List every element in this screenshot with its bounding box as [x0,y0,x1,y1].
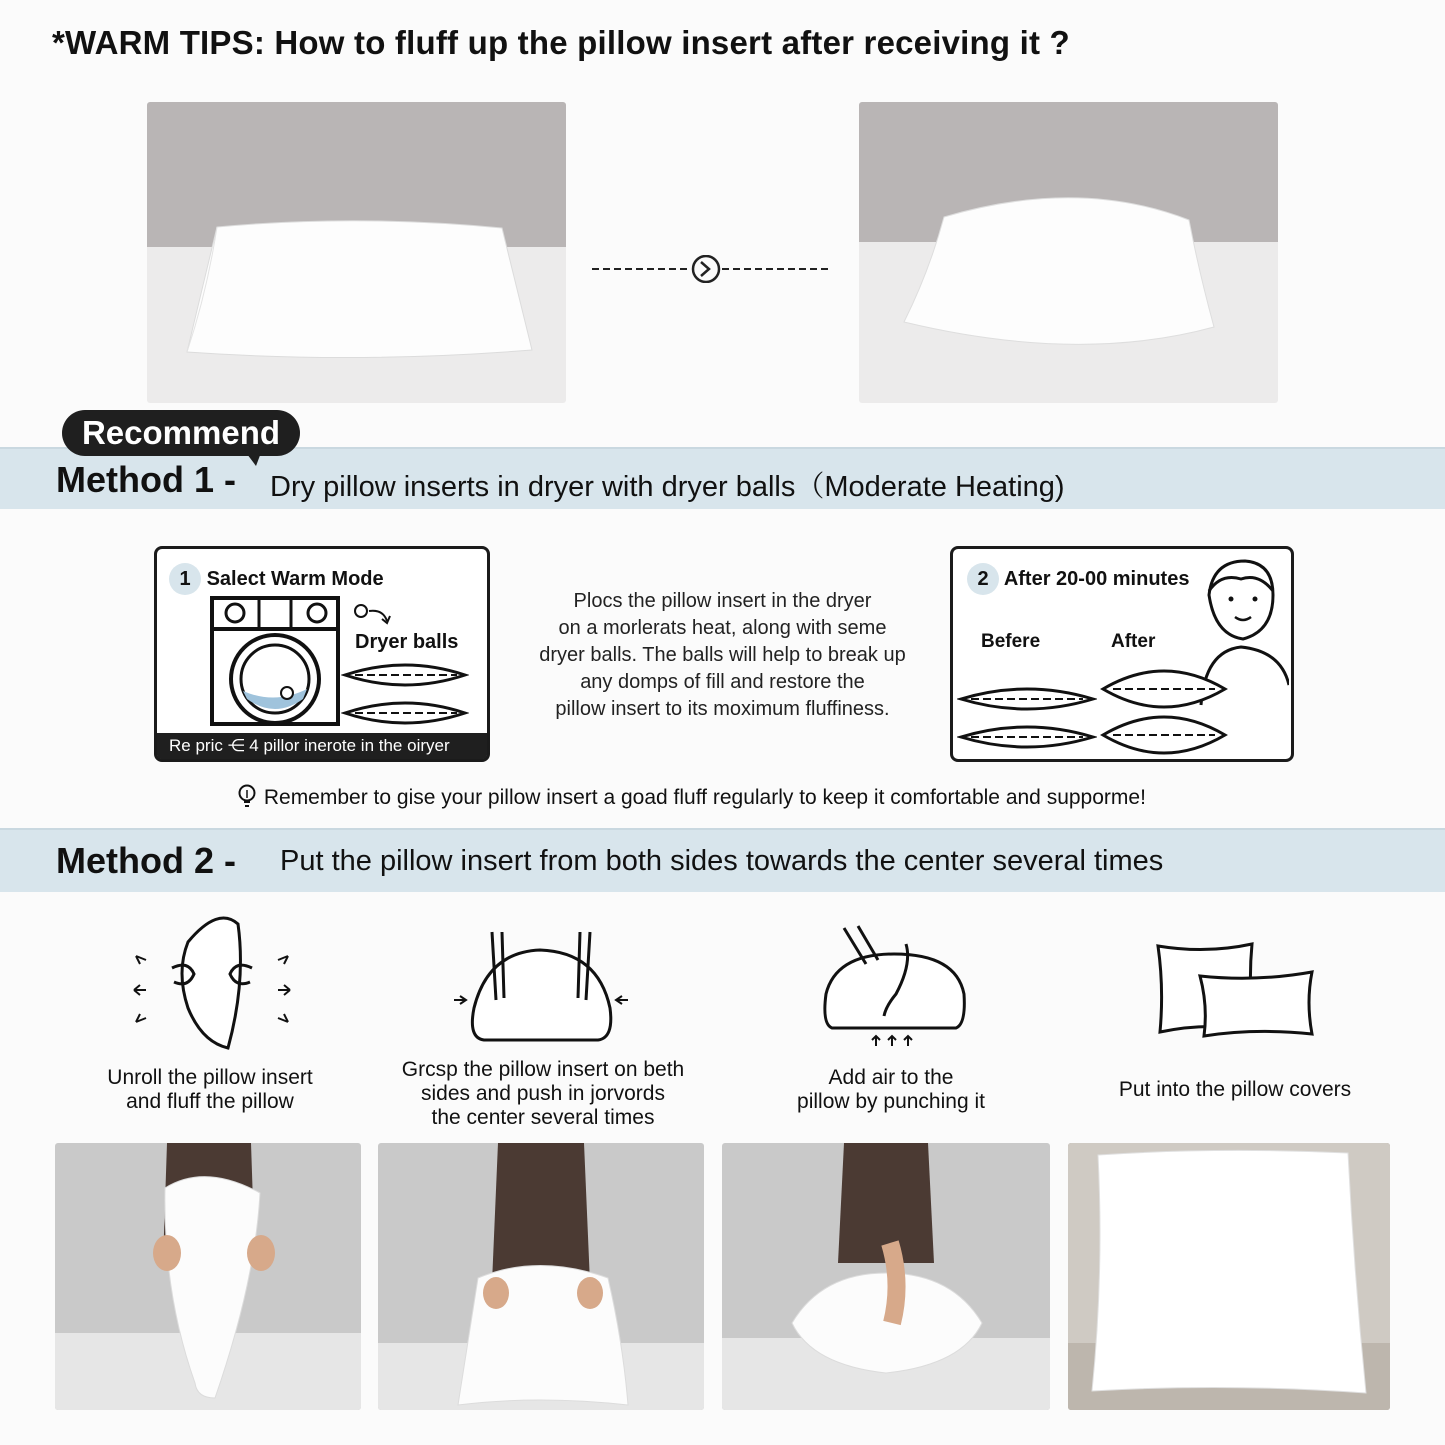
caption-line: Put into the pillow covers [1118,1078,1352,1101]
instruction-line: dryer balls. The balls will help to break up [539,644,906,666]
step2-title: After 20-00 minutes [1003,568,1190,590]
caption-line: pillow by punching it [797,1090,985,1113]
caption-line: the center several times [431,1106,655,1129]
recommend-badge: Recommend [62,410,300,456]
arrow-connector [590,255,830,283]
step-caption-grasp [378,1058,708,1130]
photo-grasp [378,1143,704,1410]
dryer-ball-icon [353,603,393,627]
photo-unroll [55,1143,361,1410]
dryer-balls-label: Dryer balls [355,631,459,653]
instruction-line: any domps of fill and restore the [580,671,865,693]
step2-header [967,563,1189,595]
before-label: Befere [981,631,1041,652]
washing-machine-icon [209,595,341,727]
method1-description: Dry pillow inserts in dryer with dryer balls（Moderate Heating) [270,471,1065,503]
tip-line [236,784,1146,810]
pillow-fluffy-icon [1099,659,1229,757]
caption-line: Add air to the [828,1066,954,1089]
step1-title: Salect Warm Mode [206,568,384,590]
page-title: *WARM TIPS: How to fluff up the pillow insert after receiving it ? [52,24,1070,61]
grasp-pillow-icon [448,928,634,1052]
method2-banner [0,828,1445,892]
step-caption-covers [1090,1078,1380,1102]
caption-line: Unroll the pillow insert [107,1066,313,1089]
after-label: After [1111,631,1156,652]
step-caption-punch [746,1066,1036,1114]
method1-banner [0,447,1445,509]
method1-label: Method 1 - [56,459,236,500]
step1-number: 1 [169,563,201,595]
photo-punch [722,1143,1050,1410]
unroll-pillow-icon [128,912,296,1054]
caption-line: sides and push in jorvords [421,1082,665,1105]
method2-label: Method 2 - [56,840,236,881]
pillow-flat-icon [957,679,1097,757]
method2-description: Put the pillow insert from both sides towards the center several times [280,845,1164,877]
step1-card [154,546,490,762]
photo-flat-pillow [147,102,566,403]
instruction-line: pillow insert to its moximum fluffiness. [555,698,890,720]
tip-text: Remember to gise your pillow insert a goad fluff regularly to keep it comfortable and supporme! [263,786,1146,809]
method1-instructions [515,588,930,723]
photo-covers [1068,1143,1390,1410]
pillow-stack-icon [341,657,469,733]
punch-pillow-icon [816,924,972,1056]
step-caption-unroll [70,1066,350,1114]
caption-line: Grcsp the pillow insert on beth [401,1058,685,1081]
step2-card [950,546,1294,762]
bulb-icon [236,784,258,808]
photo-fluffed-pillow [859,102,1278,403]
recommend-badge-tail [244,450,262,466]
caption-line: and fluff the pillow [126,1090,294,1113]
step2-number: 2 [967,563,999,595]
arrow-circle-icon [693,256,719,282]
instruction-line: on a morlerats heat, along with seme [558,617,887,639]
instruction-line: Plocs the pillow insert in the dryer [573,590,872,612]
step1-header [169,563,384,595]
pillow-covers-icon [1152,940,1316,1038]
step1-footer: Re pric ⋲ 4 pillor inerote in the oiryer [157,733,487,759]
